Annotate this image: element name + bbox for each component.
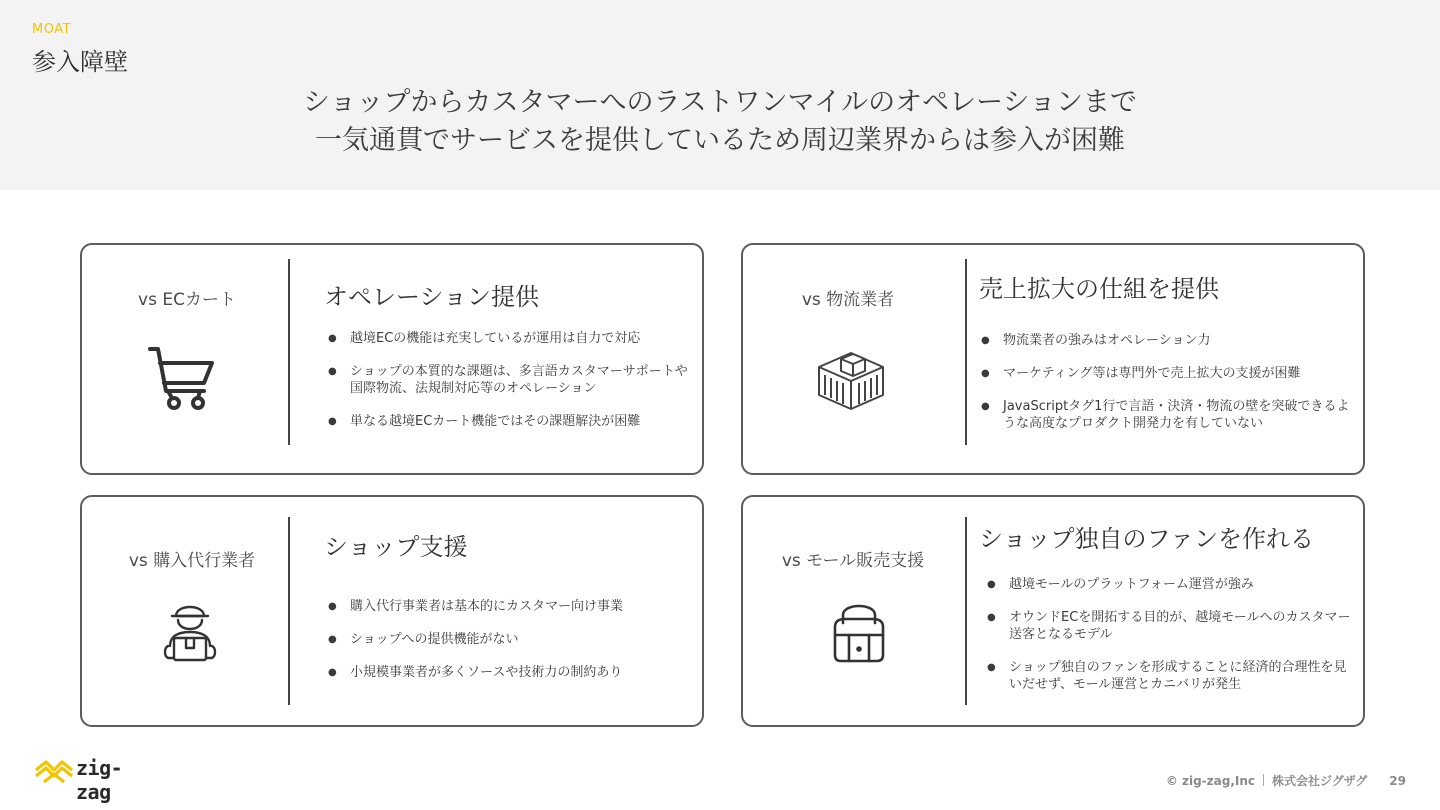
list-item: ● 越境ECの機能は充実しているが運用は自力で対応 [328,330,688,347]
card-vs-purchasing-agent [80,495,704,727]
list-item: ● ショップへの提供機能がない [328,631,688,648]
header-band [0,0,1440,190]
card-vs-label: vs 物流業者 [801,290,895,310]
list-item: ● 越境モールのプラットフォーム運営が強み [987,576,1351,593]
page-number: 29 [1389,774,1406,788]
list-item: ● オウンドECを開拓する目的が、越境モールへのカスタマー送客となるモデル [987,609,1351,643]
card-divider [965,259,967,445]
card-divider [288,517,290,705]
list-item: ● ショップの本質的な課題は、多言語カスタマーサポートや国際物流、法規制対応等のオペレーション [328,363,688,397]
headline-line-1: ショップからカスタマーへのラストワンマイルのオペレーションまで [302,87,1138,118]
card-title: オペレーション提供 [324,283,540,311]
list-item: ● 購入代行事業者は基本的にカスタマー向け事業 [328,598,688,615]
card-vs-ec-cart [80,243,704,475]
footer-separator [1263,774,1264,786]
list-item: ● 物流業者の強みはオペレーション力 [981,332,1351,349]
card-title: ショップ独自のファンを作れる [979,525,1315,553]
card-bullet-list [987,576,1351,709]
list-item: ● 単なる越境ECカート機能ではその課題解決が困難 [328,413,688,430]
card-vs-mall-support [741,495,1365,727]
card-vs-logistics [741,243,1365,475]
list-item: ● マーケティング等は専門外で売上拡大の支援が困難 [981,365,1351,382]
card-bullet-list [328,330,688,446]
card-bullet-list [981,332,1351,448]
card-divider [288,259,290,445]
headline-line-2: 一気通貫でサービスを提供しているため周辺業界からは参入が困難 [315,125,1125,156]
container-box-icon [815,345,887,417]
card-vs-label: vs ECカート [138,290,236,310]
card-bullet-list [328,598,688,697]
card-vs-label: vs 購入代行業者 [128,551,256,571]
card-title: 売上拡大の仕組を提供 [979,275,1219,303]
delivery-person-icon [158,598,222,668]
company-name: 株式会社ジグザグ [1272,774,1368,788]
logo-wordmark: zig-zag [76,756,123,804]
list-item: ● ショップ独自のファンを形成することに経済的合理性を見いだせず、モール運営とカニバリが発生 [987,659,1351,693]
card-title: ショップ支援 [324,533,468,561]
copyright-text: © zig-zag,Inc [1165,774,1256,788]
card-divider [965,517,967,705]
shopping-bag-icon [827,597,891,669]
list-item: ● JavaScriptタグ1行で言語・決済・物流の壁を突破できるような高度なプロダクト開発力を有していない [981,398,1351,432]
footer-meta [1166,772,1406,789]
zigzag-logo-icon [34,752,74,786]
company-logo [34,752,123,804]
eyebrow-label: MOAT [32,22,72,37]
shopping-cart-icon [144,343,216,419]
card-vs-label: vs モール販売支援 [781,551,925,571]
headline [0,84,1440,160]
list-item: ● 小規模事業者が多くソースや技術力の制約あり [328,664,688,681]
section-title: 参入障壁 [32,48,128,76]
